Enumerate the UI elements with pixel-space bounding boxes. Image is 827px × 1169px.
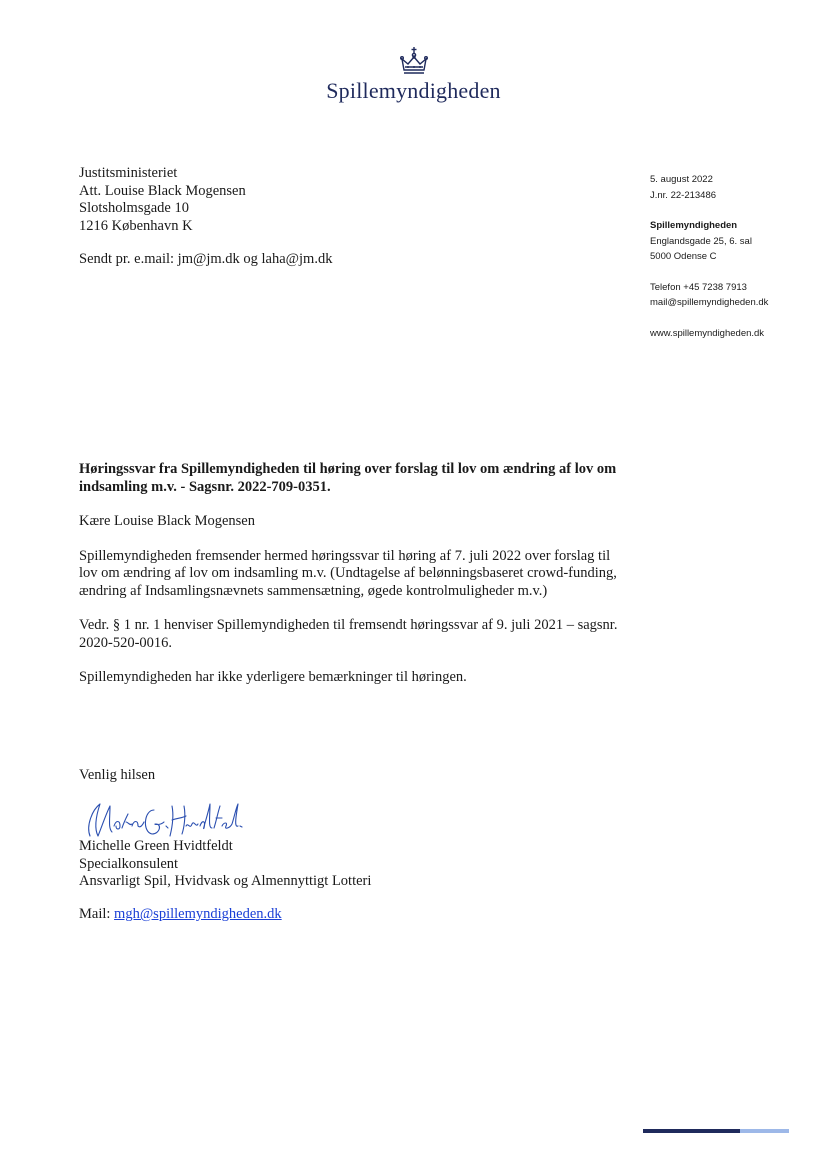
signer-email-link[interactable]: mgh@spillemyndigheden.dk xyxy=(114,906,282,922)
recipient-address xyxy=(79,165,246,235)
sender-website: www.spillemyndigheden.dk xyxy=(650,327,765,339)
signer-mail xyxy=(79,906,282,924)
sender-street: Englandsgade 25, 6. sal xyxy=(650,235,752,247)
spacer xyxy=(650,265,768,280)
sent-by-email-line: Sendt pr. e.mail: jm@jm.dk og laha@jm.dk xyxy=(79,251,333,267)
recipient-line: Justitsministeriet xyxy=(79,165,178,181)
closing: Venlig hilsen xyxy=(79,767,156,783)
body-paragraph: Spillemyndigheden har ikke yderligere bemærkninger til høringen. xyxy=(79,669,467,685)
logo-wordmark: Spillemyndigheden xyxy=(326,78,501,103)
handwritten-signature xyxy=(82,796,247,844)
recipient-line: 1216 København K xyxy=(79,217,193,234)
letter-body xyxy=(79,461,619,687)
recipient-line: Att. Louise Black Mogensen xyxy=(79,182,246,199)
body-paragraph: Vedr. § 1 nr. 1 henviser Spillemyndigheden til fremsendt høringssvar af 9. juli 2021 – sagsnr. 2020-520-0016. xyxy=(79,617,618,651)
signer-block xyxy=(79,838,371,891)
signer-name: Michelle Green Hvidtfeldt xyxy=(79,838,233,854)
footer-accent-bar-dark xyxy=(643,1129,740,1133)
sender-city: 5000 Odense C xyxy=(650,251,717,262)
mail-label: Mail: xyxy=(79,906,115,922)
greeting: Kære Louise Black Mogensen xyxy=(79,513,255,529)
sender-info-column xyxy=(650,172,768,341)
signer-unit: Ansvarligt Spil, Hvidvask og Almennyttigt Lotteri xyxy=(79,873,372,889)
sender-org-name: Spillemyndigheden xyxy=(650,220,738,231)
spacer xyxy=(650,311,768,326)
logo xyxy=(0,46,827,104)
footer-accent-bar-light xyxy=(740,1129,789,1133)
signer-title: Specialkonsulent xyxy=(79,855,179,872)
sender-phone: Telefon +45 7238 7913 xyxy=(650,281,747,293)
recipient-line: Slotsholmsgade 10 xyxy=(79,200,189,216)
crown-icon xyxy=(399,46,429,78)
body-paragraph: Spillemyndigheden fremsender hermed høringssvar til høring af 7. juli 2022 over forslag til lov om ændring af lov om indsamling m.v. (Undtagelse af belønningsbaseret crowd-funding, ændring af Indsamlingsnævnets sammensætning, øgede kontrolmuligheder m.v.) xyxy=(79,547,617,599)
letter-date: 5. august 2022 xyxy=(650,174,713,185)
letter-subject: Høringssvar fra Spillemyndigheden til høring over forslag til lov om ændring af lov om indsamling m.v. - Sagsnr. 2022-709-0351. xyxy=(79,461,617,495)
journal-number: J.nr. 22-213486 xyxy=(650,189,717,201)
spacer xyxy=(650,203,768,218)
sender-email: mail@spillemyndigheden.dk xyxy=(650,297,769,308)
